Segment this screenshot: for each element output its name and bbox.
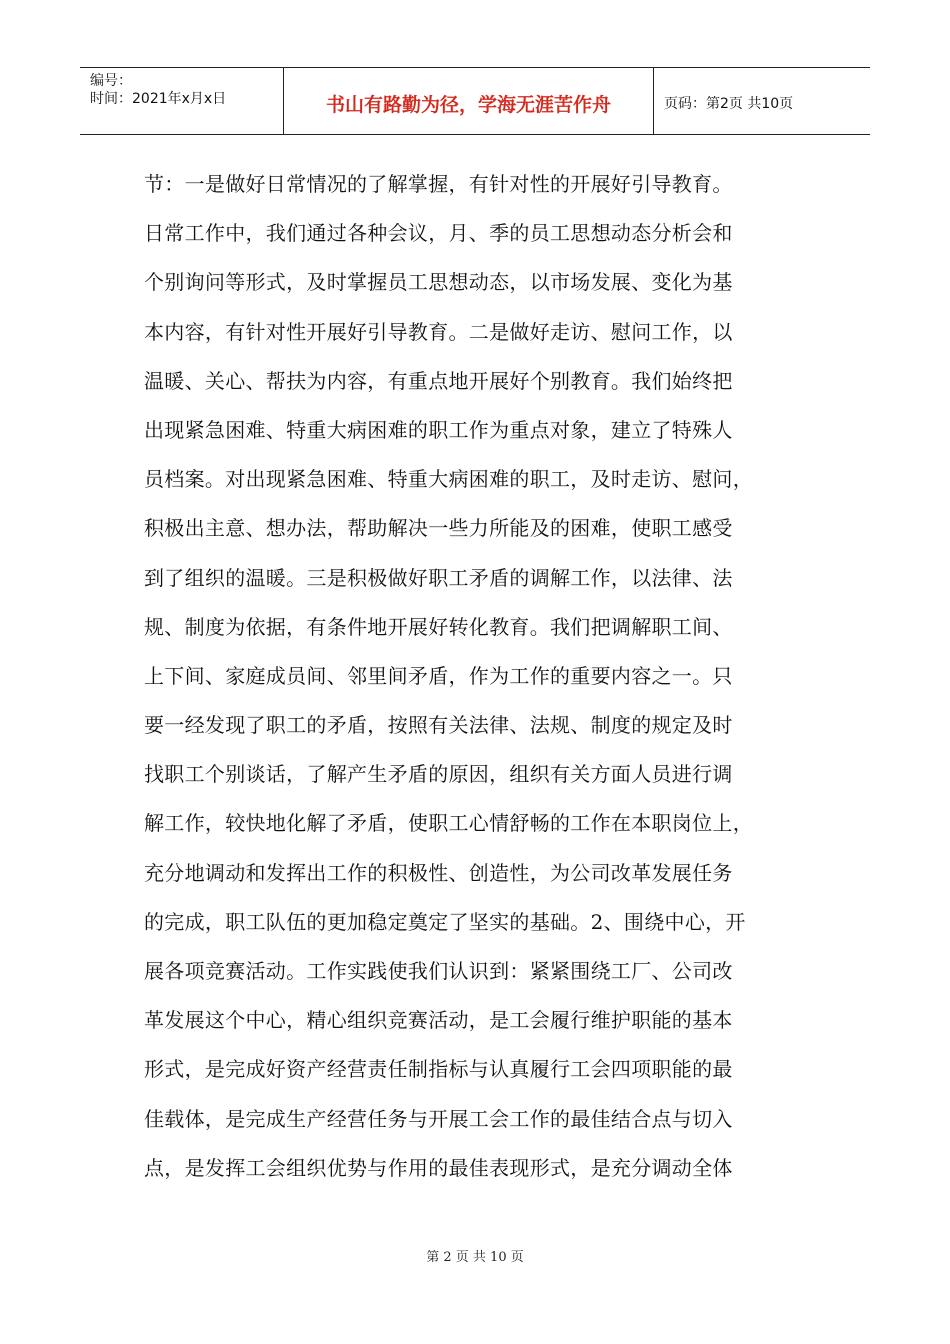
body-line: 员档案。对出现紧急困难、特重大病困难的职工，及时走访、慰问， — [144, 467, 753, 492]
body-line: 节：一是做好日常情况的了解掌握，有针对性的开展好引导教育。 — [144, 172, 733, 196]
body-line: 解工作，较快地化解了矛盾，使职工心情舒畅的工作在本职岗位上， — [144, 811, 753, 836]
body-line: 到了组织的温暖。三是积极做好职工矛盾的调解工作，以法律、法 — [144, 565, 733, 590]
body-line: 革发展这个中心，精心组织竞赛活动，是工会履行维护职能的基本 — [144, 1008, 733, 1033]
body-line: 点，是发挥工会组织优势与作用的最佳表现形式，是充分调动全体 — [144, 1155, 733, 1180]
body-line: 佳载体，是完成生产经营任务与开展工会工作的最佳结合点与切入 — [144, 1106, 733, 1131]
header-page-info: 页码：第2页 共10页 — [664, 96, 794, 112]
header-meta — [80, 68, 284, 134]
body-line: 出现紧急困难、特重大病困难的职工作为重点对象，建立了特殊人 — [144, 417, 733, 442]
page-footer: 第 2 页 共 10 页 — [426, 1250, 524, 1265]
body-line: 的完成，职工队伍的更加稳定奠定了坚实的基础。2、围绕中心，开 — [144, 909, 746, 934]
document-number-label: 编号： — [90, 73, 132, 89]
body-text — [144, 160, 809, 1193]
body-line: 形式，是完成好资产经营责任制指标与认真履行工会四项职能的最 — [144, 1057, 733, 1082]
header-motto: 书山有路勤为径，学海无涯苦作舟 — [284, 68, 654, 134]
body-line: 日常工作中，我们通过各种会议，月、季的员工思想动态分析会和 — [144, 221, 733, 246]
body-line: 本内容，有针对性开展好引导教育。二是做好走访、慰问工作，以 — [144, 319, 733, 344]
body-line: 上下间、家庭成员间、邻里间矛盾，作为工作的重要内容之一。只 — [144, 663, 733, 688]
body-line: 积极出主意、想办法，帮助解决一些力所能及的困难，使职工感受 — [144, 516, 733, 541]
body-line: 展各项竞赛活动。工作实践使我们认识到：紧紧围绕工厂、公司改 — [144, 959, 733, 983]
body-line: 找职工个别谈话，了解产生矛盾的原因，组织有关方面人员进行调 — [144, 762, 733, 787]
body-line: 规、制度为依据，有条件地开展好转化教育。我们把调解职工间、 — [144, 614, 733, 639]
body-line: 个别询问等形式，及时掌握员工思想动态，以市场发展、变化为基 — [144, 270, 733, 295]
body-line: 要一经发现了职工的矛盾，按照有关法律、法规、制度的规定及时 — [144, 713, 733, 738]
body-line: 温暖、关心、帮扶为内容，有重点地开展好个别教育。我们始终把 — [144, 368, 733, 393]
document-header — [80, 67, 870, 135]
document-date-label: 时间：2021年x月x日 — [90, 91, 227, 107]
body-line: 充分地调动和发挥出工作的积极性、创造性，为公司改革发展任务 — [144, 860, 733, 885]
